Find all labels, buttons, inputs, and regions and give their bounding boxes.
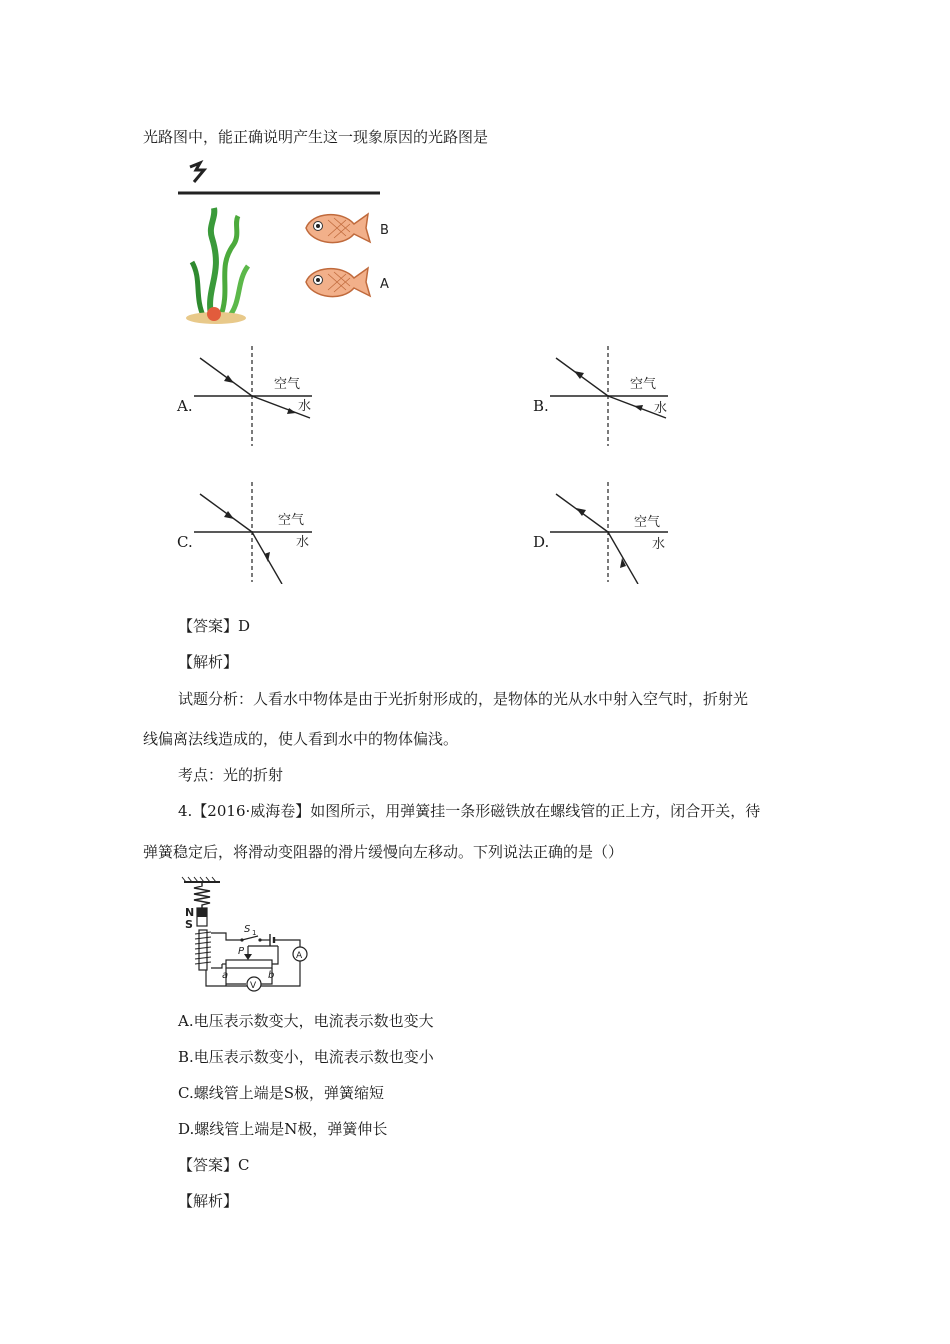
- option-c-letter: C.: [177, 533, 193, 551]
- option-b-letter: B.: [533, 397, 549, 415]
- option-b-text: B.电压表示数变小，电流表示数也变小: [178, 1048, 434, 1066]
- slider-p-label: P: [238, 946, 245, 957]
- magnet-s-label: S: [185, 918, 193, 931]
- question-text: 弹簧稳定后，将滑动变阻器的滑片缓慢向左移动。下列说法正确的是（）: [143, 843, 624, 861]
- analysis-text: 线偏离法线造成的，使人看到水中的物体偏浅。: [143, 730, 459, 748]
- option-a-letter: A.: [177, 397, 193, 415]
- analysis-heading: 【解析】: [178, 653, 239, 671]
- terminal-a-label: a: [222, 970, 229, 981]
- analysis-text: 试题分析：人看水中物体是由于光折射形成的，是物体的光从水中射入空气时，折射光: [178, 690, 749, 708]
- option-d-text: D.螺线管上端是N极，弹簧伸长: [178, 1120, 388, 1138]
- option-d-letter: D.: [533, 533, 550, 551]
- fish-scene-figure: [176, 158, 396, 326]
- analysis-heading: 【解析】: [178, 1192, 239, 1210]
- option-c-text: C.螺线管上端是S极，弹簧缩短: [178, 1084, 384, 1102]
- question-text: 光路图中，能正确说明产生这一现象原因的光路图是: [143, 128, 489, 146]
- ammeter-label: A: [296, 951, 303, 961]
- fish-b-label: B: [380, 223, 389, 238]
- switch-subscript: 1: [252, 929, 257, 937]
- water-label: 水: [652, 537, 666, 552]
- knowledge-point: 考点：光的折射: [178, 766, 284, 784]
- magnet-n-label: N: [185, 906, 195, 919]
- rheostat: [226, 960, 272, 968]
- terminal-b-label: b: [268, 970, 275, 981]
- answer-line: 【答案】D: [178, 617, 251, 635]
- solenoid: [199, 930, 207, 970]
- air-label: 空气: [630, 377, 657, 392]
- fish-a-label: A: [380, 277, 389, 292]
- answer-line: 【答案】C: [178, 1156, 250, 1174]
- circuit-figure: [178, 876, 323, 1000]
- option-c-diagram: [194, 480, 314, 584]
- option-d-diagram: [550, 480, 670, 584]
- water-label: 水: [296, 535, 310, 550]
- water-label: 水: [654, 401, 668, 416]
- voltmeter-label: V: [250, 981, 257, 991]
- option-b-diagram: [550, 344, 670, 448]
- air-label: 空气: [278, 513, 305, 528]
- option-a-diagram: [194, 344, 314, 448]
- switch-label: S: [244, 924, 251, 935]
- air-label: 空气: [274, 377, 301, 392]
- question-text: 4.【2016·威海卷】如图所示，用弹簧挂一条形磁铁放在螺线管的正上方，闭合开关，待: [178, 802, 761, 820]
- option-a-text: A.电压表示数变大，电流表示数也变大: [178, 1012, 434, 1030]
- air-label: 空气: [634, 515, 661, 530]
- water-label: 水: [298, 399, 312, 414]
